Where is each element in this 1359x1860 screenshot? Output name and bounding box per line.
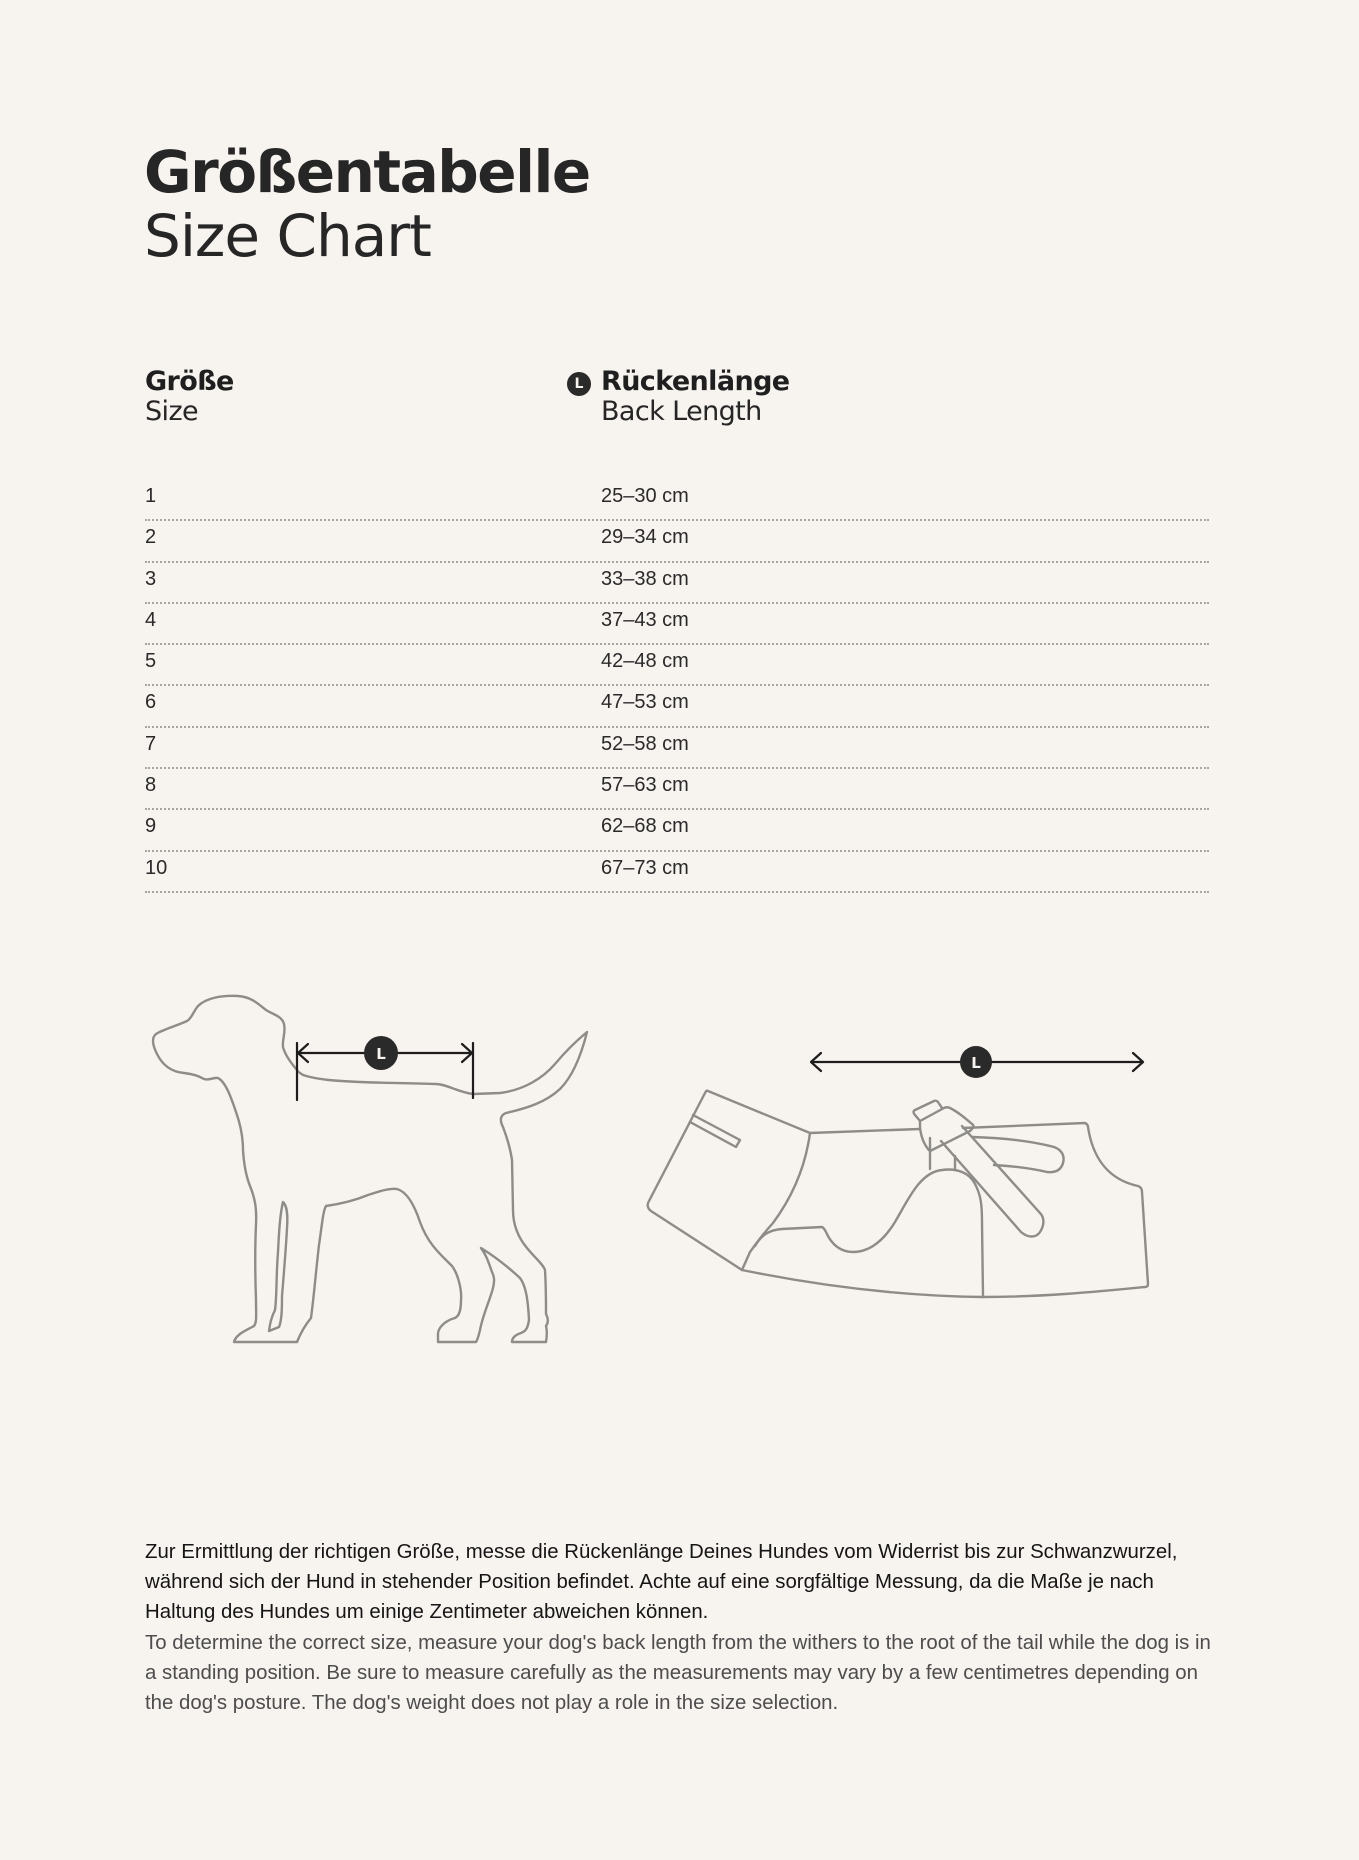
instructions-de: Zur Ermittlung der richtigen Größe, messe die Rückenlänge Deines Hundes vom Widerrist bis zur Schwanzwurzel, während sich der Hund in stehender Position befindet. Achte auf eine sorgfältige Messung, da die Maße je nach Haltung des Hundes um einige Zentimeter abweichen können. [145, 1541, 1178, 1624]
page-title: Größentabelle [144, 138, 590, 206]
back-length-cell: 67–73 cm [601, 856, 689, 879]
column-header-back-length-de: Rückenlänge [601, 366, 790, 397]
size-cell: 3 [145, 567, 157, 590]
size-cell: 1 [145, 485, 157, 507]
instructions-en: To determine the correct size, measure your dog's back length from the withers to the root of the tail while the dog is in a standing position. Be sure to measure carefully as the measurements may vary by a few centimetres depending on the dog's posture. The dog's weight does not play a role in the size selection. [145, 1631, 1211, 1715]
column-header-back-length-en: Back Length [601, 396, 762, 427]
dog-badge-label: L [376, 1045, 386, 1063]
size-cell: 4 [145, 608, 157, 631]
coat-back-length-measure [811, 1046, 1143, 1078]
size-cell: 6 [145, 691, 157, 714]
size-cell: 10 [145, 856, 168, 879]
dog-back-length-measure [297, 1036, 473, 1100]
back-length-cell: 42–48 cm [601, 650, 689, 673]
back-length-cell: 37–43 cm [601, 608, 689, 631]
back-length-cell: 33–38 cm [601, 567, 689, 590]
length-badge-icon: L [567, 372, 591, 396]
size-cell: 8 [145, 774, 157, 797]
coat-badge-label: L [971, 1054, 981, 1072]
back-length-cell: 29–34 cm [601, 526, 689, 549]
back-length-cell: 62–68 cm [601, 815, 689, 838]
measurement-instructions [145, 1537, 1225, 1718]
size-cell: 7 [145, 732, 157, 755]
back-length-cell: 52–58 cm [601, 732, 689, 755]
size-cell: 9 [145, 815, 157, 838]
back-length-cell: 57–63 cm [601, 774, 689, 797]
size-cell: 2 [145, 526, 157, 549]
back-length-cell: 25–30 cm [601, 485, 689, 507]
dog-coat-outline-icon [648, 1091, 1148, 1297]
page-subtitle: Size Chart [144, 202, 431, 270]
column-header-size-de: Größe [145, 366, 234, 397]
column-header-size-en: Size [145, 396, 199, 427]
back-length-cell: 47–53 cm [601, 691, 689, 714]
size-cell: 5 [145, 650, 157, 673]
